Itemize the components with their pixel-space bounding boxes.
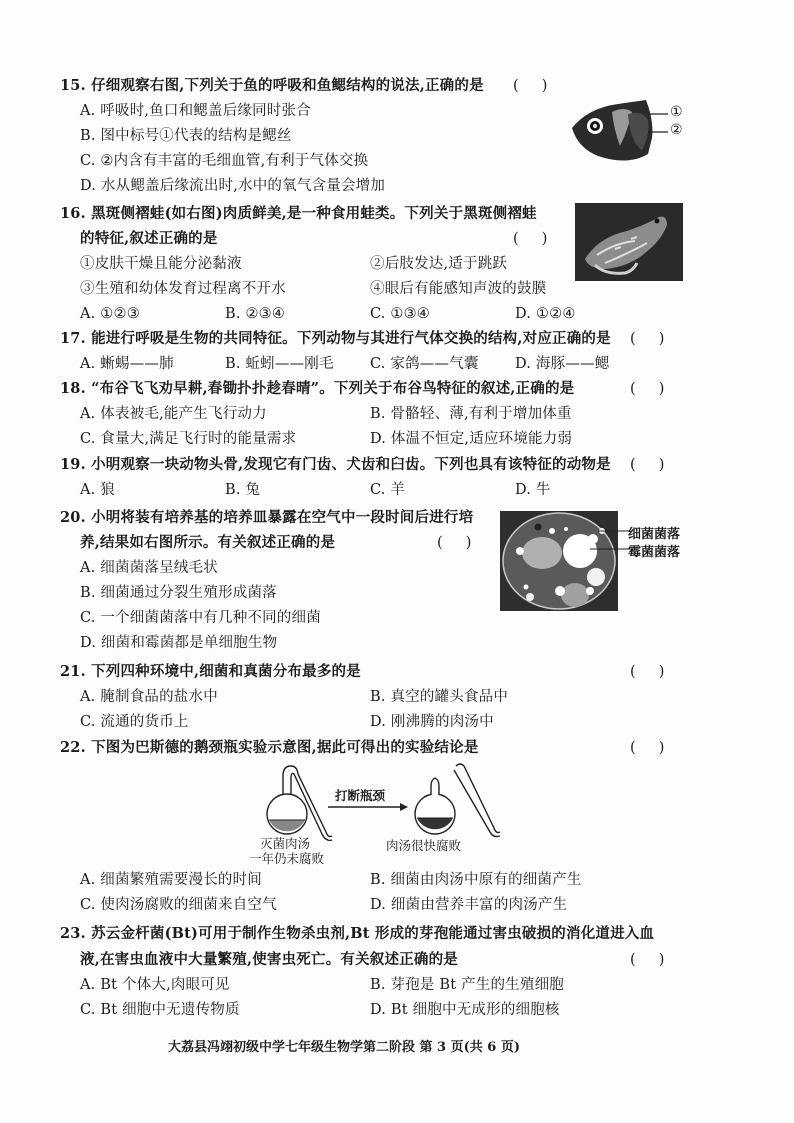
q16-statement-1: ①皮肤干燥且能分泌黏液 — [80, 256, 242, 272]
q18-number: 18. — [60, 380, 86, 397]
q22-stem — [60, 738, 479, 758]
q17-option-d: D. 海豚——鳃 — [515, 356, 610, 372]
arrow-label-break-neck: 打断瓶颈 — [335, 788, 386, 803]
q21-stem-text: 下列四种环境中,细菌和真菌分布最多的是 — [91, 663, 361, 680]
q16-statement-3: ③生殖和幼体发育过程离不开水 — [80, 281, 286, 297]
q15-stem-text: 仔细观察右图,下列关于鱼的呼吸和鱼鳃结构的说法,正确的是 — [91, 77, 484, 94]
q16-stem-line1 — [60, 204, 537, 224]
q19-number: 19. — [60, 456, 86, 473]
fish-label-2: ② — [670, 122, 683, 138]
q16-option-a: A. ①②③ — [80, 306, 140, 322]
q22-option-b: B. 细菌由肉汤中原有的细菌产生 — [370, 872, 582, 888]
q18-answer-blank[interactable]: ( ) — [630, 381, 665, 397]
q23-number: 23. — [60, 925, 86, 942]
frog-photo — [575, 203, 683, 281]
q18-option-b: B. 骨骼轻、薄,有利于增加体重 — [370, 406, 572, 422]
q15-stem — [60, 76, 484, 96]
right-flask-caption: 肉汤很快腐败 — [386, 838, 462, 853]
q20-stem-line1 — [60, 508, 473, 528]
q19-stem-text: 小明观察一块动物头骨,发现它有门齿、犬齿和臼齿。下列也具有该特征的动物是 — [91, 456, 611, 473]
q15-option-b: B. 图中标号①代表的结构是鳃丝 — [80, 128, 292, 144]
q20-number: 20. — [60, 509, 86, 526]
q15-answer-blank[interactable]: ( ) — [513, 78, 548, 94]
q19-option-d: D. 牛 — [515, 482, 551, 498]
q19-answer-blank[interactable]: ( ) — [630, 457, 665, 473]
q16-option-d: D. ①②④ — [515, 306, 576, 322]
q16-statement-2: ②后肢发达,适于跳跃 — [370, 256, 508, 272]
q17-answer-blank[interactable]: ( ) — [630, 331, 665, 347]
q15-option-c: C. ②内含有丰富的毛细血管,有利于气体交换 — [80, 153, 369, 169]
q18-option-d: D. 体温不恒定,适应环境能力弱 — [370, 431, 573, 447]
q23-stem-text-1: 苏云金杆菌(Bt)可用于制作生物杀虫剂,Bt 形成的芽孢能通过害虫破损的消化道进入血 — [91, 925, 655, 942]
leader-lines — [590, 511, 630, 571]
petri-dish-figure — [500, 511, 700, 611]
q17-number: 17. — [60, 330, 86, 347]
left-flask-caption-2: 一年仍未腐败 — [249, 851, 325, 866]
q17-option-b: B. 蚯蚓——刚毛 — [225, 356, 334, 372]
q16-answer-blank[interactable]: ( ) — [513, 231, 548, 247]
q22-number: 22. — [60, 739, 86, 756]
q16-option-c: C. ①③④ — [370, 306, 430, 322]
q20-option-c: C. 一个细菌菌落中有几种不同的细菌 — [80, 610, 321, 626]
q18-stem — [60, 379, 574, 399]
q22-stem-text: 下图为巴斯德的鹅颈瓶实验示意图,据此可得出的实验结论是 — [91, 739, 479, 756]
swan-neck-flask-figure — [240, 762, 520, 866]
q18-option-a: A. 体表被毛,能产生飞行动力 — [80, 406, 267, 422]
q20-option-d: D. 细菌和霉菌都是单细胞生物 — [80, 635, 278, 651]
q21-option-a: A. 腌制食品的盐水中 — [80, 689, 218, 705]
q17-option-c: C. 家鸽——气囊 — [370, 356, 479, 372]
q23-option-c: C. Bt 细胞中无遗传物质 — [80, 1002, 240, 1018]
q19-option-a: A. 狼 — [80, 482, 115, 498]
q17-option-a: A. 蜥蜴——肺 — [80, 356, 174, 372]
fish-label-1: ① — [670, 104, 683, 120]
q16-option-b: B. ②③④ — [225, 306, 286, 322]
q23-option-a: A. Bt 个体大,肉眼可见 — [80, 977, 230, 993]
q19-stem — [60, 455, 611, 475]
frog-icon — [575, 203, 683, 281]
q21-answer-blank[interactable]: ( ) — [630, 664, 665, 680]
page-footer: 大荔县冯翊初级中学七年级生物学第二阶段 第 3 页(共 6 页) — [168, 1040, 521, 1055]
q21-number: 21. — [60, 663, 86, 680]
q19-option-c: C. 羊 — [370, 482, 406, 498]
q15-number: 15. — [60, 77, 86, 94]
mold-colony-label: 霉菌菌落 — [628, 545, 681, 560]
q22-option-d: D. 细菌由营养丰富的肉汤产生 — [370, 897, 568, 913]
q16-stem-line2: 的特征,叙述正确的是 — [80, 230, 218, 247]
q23-answer-blank[interactable]: ( ) — [630, 952, 665, 968]
q15-option-a: A. 呼吸时,鱼口和鳃盖后缘同时张合 — [80, 103, 311, 119]
left-flask-caption-1: 灭菌肉汤 — [260, 836, 311, 851]
q15-option-d: D. 水从鳃盖后缘流出时,水中的氧气含量会增加 — [80, 178, 386, 194]
bacteria-colony-label: 细菌菌落 — [628, 527, 681, 542]
q18-stem-text: “布谷飞飞劝早耕,春锄扑扑趁春晴”。下列关于布谷鸟特征的叙述,正确的是 — [91, 380, 575, 397]
q17-stem-text: 能进行呼吸是生物的共同特征。下列动物与其进行气体交换的结构,对应正确的是 — [91, 330, 611, 347]
q21-stem — [60, 662, 361, 682]
q16-statement-4: ④眼后有能感知声波的鼓膜 — [370, 281, 547, 297]
q23-option-d: D. Bt 细胞中无成形的细胞核 — [370, 1002, 560, 1018]
q17-stem — [60, 329, 611, 349]
q18-option-c: C. 食量大,满足飞行时的能量需求 — [80, 431, 297, 447]
q23-stem-line1 — [60, 924, 654, 944]
q22-option-c: C. 使肉汤腐败的细菌来自空气 — [80, 897, 277, 913]
q21-option-b: B. 真空的罐头食品中 — [370, 689, 509, 705]
q19-option-b: B. 兔 — [225, 482, 261, 498]
q21-option-d: D. 刚沸腾的肉汤中 — [370, 714, 494, 730]
q20-stem-text-1: 小明将装有培养基的培养皿暴露在空气中一段时间后进行培 — [91, 509, 474, 526]
q16-stem-text-1: 黑斑侧褶蛙(如右图)肉质鲜美,是一种食用蛙类。下列关于黑斑侧褶蛙 — [91, 205, 537, 222]
fish-head-figure — [568, 90, 688, 170]
q23-option-b: B. 芽孢是 Bt 产生的生殖细胞 — [370, 977, 564, 993]
q22-option-a: A. 细菌繁殖需要漫长的时间 — [80, 872, 262, 888]
q20-stem-line2: 养,结果如右图所示。有关叙述正确的是 — [80, 534, 336, 551]
q22-answer-blank[interactable]: ( ) — [630, 740, 665, 756]
q21-option-c: C. 流通的货币上 — [80, 714, 189, 730]
q20-option-a: A. 细菌菌落呈绒毛状 — [80, 560, 218, 576]
q20-answer-blank[interactable]: ( ) — [437, 535, 472, 551]
q23-stem-line2: 液,在害虫血液中大量繁殖,使害虫死亡。有关叙述正确的是 — [80, 951, 458, 968]
q16-number: 16. — [60, 205, 86, 222]
q20-option-b: B. 细菌通过分裂生殖形成菌落 — [80, 585, 277, 601]
